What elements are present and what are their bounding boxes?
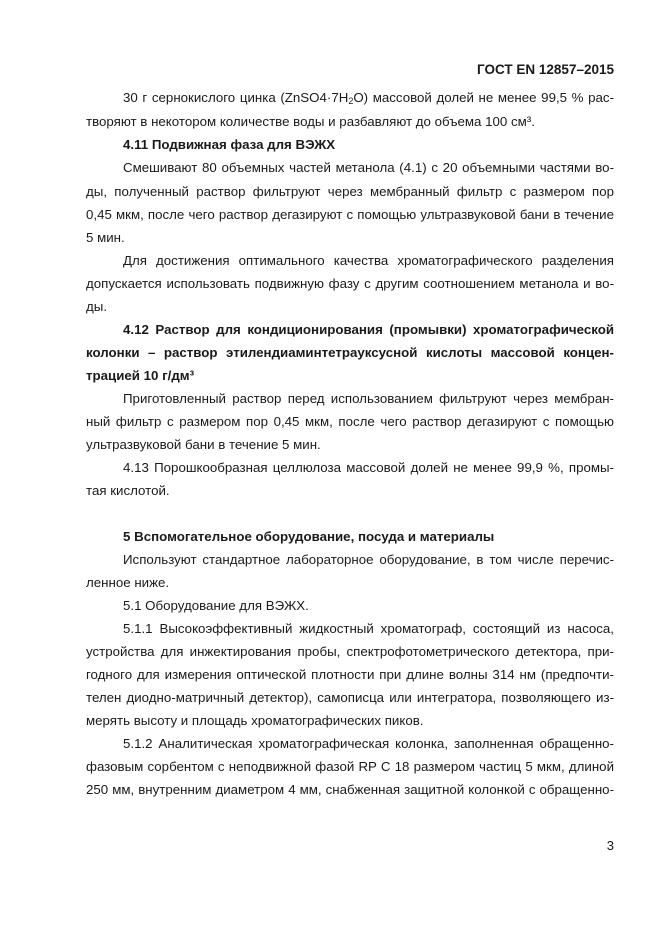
s4-11-p2-line: Для достижения оптимального качества хроматографического разделения <box>123 253 614 268</box>
s5-p1-line: ленное ниже. <box>86 575 170 590</box>
section-4-12-heading: 4.12 Раствор для кондиционирования (промывки) хроматографической <box>123 322 614 337</box>
s4-11-p1-line: 5 мин. <box>86 230 125 245</box>
section-4-11-heading: 4.11 Подвижная фаза для ВЭЖХ <box>123 137 336 152</box>
s4-13-line: тая кислотой. <box>86 483 170 498</box>
s5-1-1-line: 5.1.1 Высокоэффективный жидкостный хроматограф, состоящий из насоса, <box>123 621 614 636</box>
zinc-formula-pre: 30 г сернокислого цинка (ZnSO4·7H <box>123 90 349 105</box>
zinc-line-1 <box>123 90 614 106</box>
zinc-formula-post: O) массовой долей не менее 99,5 % рас- <box>353 90 614 105</box>
section-4-12-heading: трацией 10 г/дм³ <box>86 368 195 383</box>
zinc-line-2: творяют в некотором количестве воды и разбавляют до объема 100 см³. <box>86 114 535 129</box>
s4-12-p1-line: ультразвуковой бани в течение 5 мин. <box>86 437 321 452</box>
s4-13-line: 4.13 Порошкообразная целлюлоза массовой долей не менее 99,9 %, промы- <box>123 460 614 475</box>
s4-12-p1-line: ный фильтр с размером пор 0,45 мкм, после чего раствор дегазируют с помощью <box>86 414 614 429</box>
s4-11-p1-line: ды, полученный раствор фильтруют через мембранный фильтр с размером пор <box>86 184 614 199</box>
zinc-formula-sub: 2 <box>348 96 354 106</box>
s4-11-p1-line: 0,45 мкм, после чего раствор дегазируют с помощью ультразвуковой бани в течение <box>86 207 614 222</box>
s5-1-2-line: 5.1.2 Аналитическая хроматографическая колонка, заполненная обращенно- <box>123 736 614 751</box>
s5-1-1-line: годного для измерения оптической плотности при длине волны 314 нм (предпочти- <box>86 667 614 682</box>
s5-1-2-line: фазовым сорбентом с неподвижной фазой RP C 18 размером частиц 5 мкм, длиной <box>86 759 614 774</box>
s4-12-p1-line: Приготовленный раствор перед использованием фильтруют через мембран- <box>123 391 614 406</box>
s4-11-p2-line: допускается использовать подвижную фазу с другим соотношением метанола и во- <box>86 276 614 291</box>
page-number: 3 <box>606 838 614 853</box>
s4-11-p1-line: Смешивают 80 объемных частей метанола (4.1) с 20 объемными частями во- <box>123 160 614 175</box>
s5-1-2-line: 250 мм, внутренним диаметром 4 мм, снабженная защитной колонкой с обращенно- <box>86 782 614 797</box>
s4-11-p2-line: ды. <box>86 299 108 314</box>
section-4-12-heading: колонки – раствор этилендиаминтетрауксусной кислоты массовой концен- <box>86 345 614 360</box>
s5-1-1-line: устройства для инжектирования пробы, спектрофотометрического детектора, при- <box>86 644 614 659</box>
s5-p1-line: Используют стандартное лабораторное оборудование, в том числе перечис- <box>123 552 614 567</box>
s5-1-line: 5.1 Оборудование для ВЭЖХ. <box>123 598 309 613</box>
section-5-heading: 5 Вспомогательное оборудование, посуда и материалы <box>123 529 495 544</box>
s5-1-1-line: телен диодно-матричный детектор), самописца или интегратора, позволяющего из- <box>86 690 614 705</box>
s5-1-1-line: мерять высоту и площадь хроматографических пиков. <box>86 713 424 728</box>
document-header: ГОСТ EN 12857–2015 <box>477 62 614 77</box>
